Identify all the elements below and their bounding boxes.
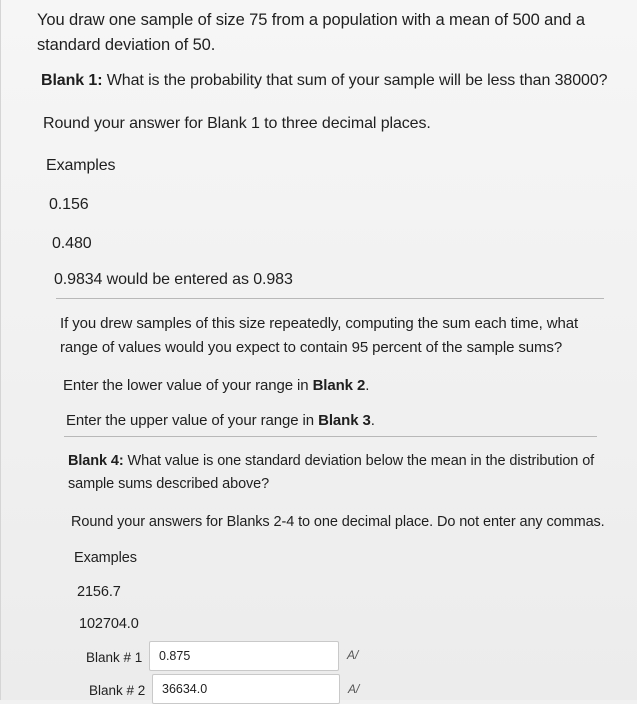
blank2-answer-label: Blank # 2 (89, 683, 146, 698)
lower-blank-name: Blank 2 (312, 377, 366, 394)
divider (56, 298, 604, 299)
lower-instruction (63, 377, 369, 394)
lower-prefix: Enter the lower value of your range in (63, 377, 313, 394)
examples-heading-1: Examples (46, 157, 116, 174)
upper-instruction (66, 412, 375, 429)
example-item: 0.480 (52, 235, 92, 252)
upper-blank-name: Blank 3 (318, 412, 371, 429)
examples-heading-2: Examples (74, 550, 137, 566)
example-item: 2156.7 (77, 584, 121, 600)
blank4-text: What value is one standard deviation below the mean in the distribution of sample sums described above? (68, 453, 595, 492)
blank1-question (41, 72, 607, 90)
blank4-question (68, 450, 598, 496)
spellcheck-icon[interactable]: A/ (348, 682, 360, 696)
range-question: If you drew samples of this size repeatedly, computing the sum each time, what range of values would you expect to contain 95 percent of the sample sums? (60, 315, 579, 356)
blank1-text: What is the probability that sum of your sample will be less than 38000? (102, 72, 608, 89)
round-instruction-2: Round your answers for Blanks 2-4 to one decimal place. Do not enter any commas. (71, 514, 605, 530)
example-item: 0.9834 would be entered as 0.983 (54, 271, 293, 288)
round-instruction-1: Round your answer for Blank 1 to three decimal places. (43, 115, 431, 132)
blank2-answer-input[interactable]: 36634.0 (152, 674, 340, 704)
blank4-label: Blank 4: (68, 453, 124, 469)
example-item: 102704.0 (79, 616, 139, 632)
blank1-label: Blank 1: (41, 72, 103, 89)
example-item: 0.156 (49, 196, 89, 213)
blank1-answer-input[interactable]: 0.875 (149, 641, 339, 671)
lower-suffix: . (365, 377, 370, 394)
upper-prefix: Enter the upper value of your range in (66, 412, 319, 429)
divider (64, 436, 597, 437)
problem-intro: You draw one sample of size 75 from a population with a mean of 500 and a standard deviation of 50. (37, 11, 585, 54)
blank1-answer-label: Blank # 1 (86, 650, 143, 665)
upper-suffix: . (370, 412, 375, 429)
spellcheck-icon[interactable]: A/ (347, 648, 359, 662)
